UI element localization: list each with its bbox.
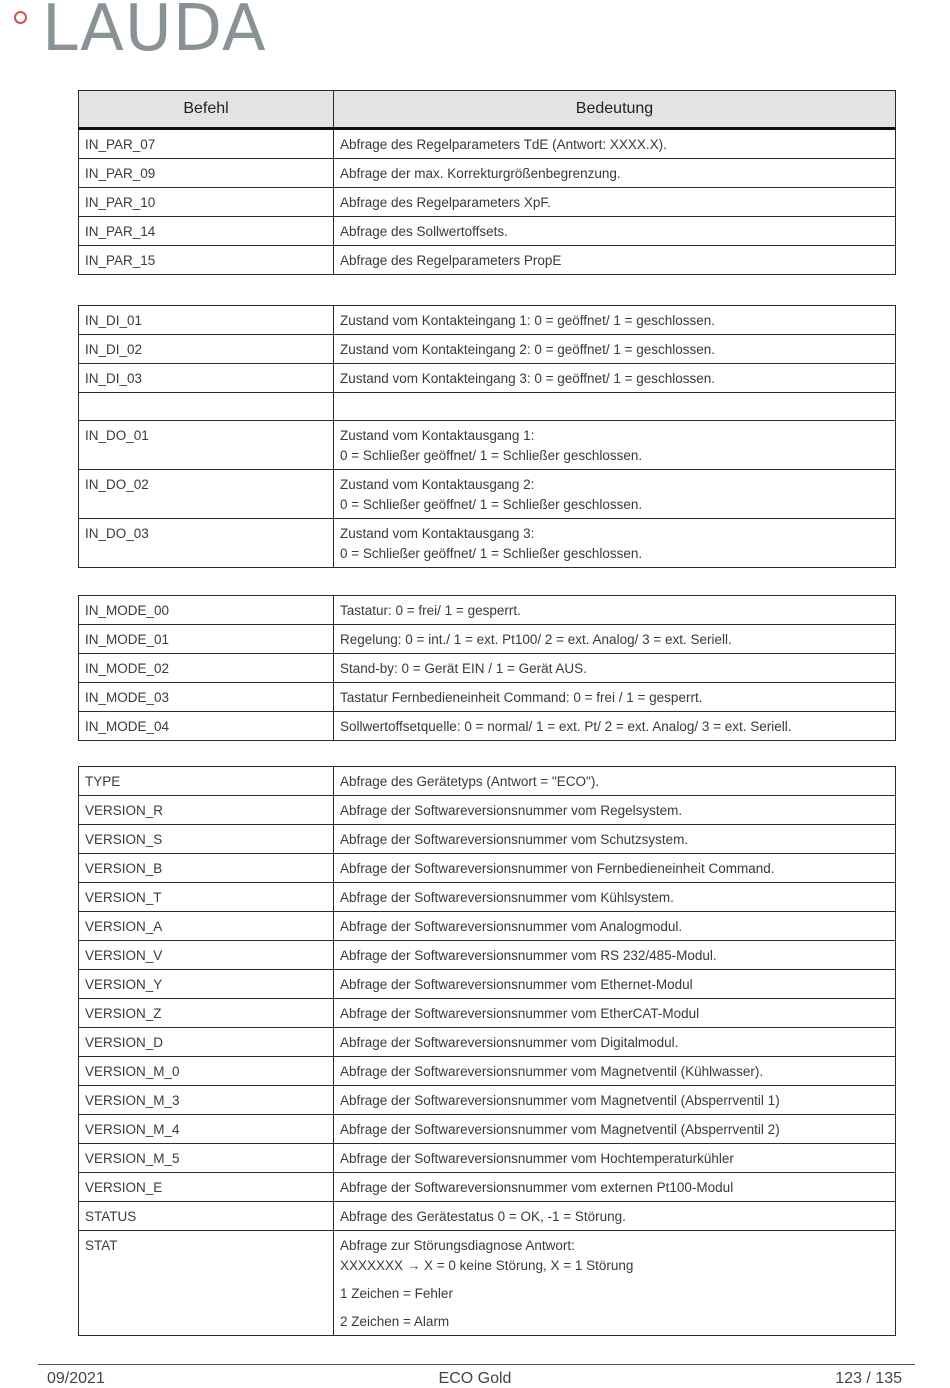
description-line: Abfrage der max. Korrekturgrößenbegrenzung.	[340, 166, 621, 181]
description-cell	[334, 941, 896, 970]
command-cell: VERSION_S	[79, 825, 334, 854]
command-cell: STATUS	[79, 1202, 334, 1231]
command-cell: VERSION_R	[79, 796, 334, 825]
footer-product: ECO Gold	[438, 1370, 512, 1387]
table-row	[79, 767, 896, 796]
description-line: Abfrage der Softwareversionsnummer vom externen Pt100-Modul	[340, 1180, 734, 1195]
footer-page-number: 123 / 135	[835, 1370, 902, 1387]
table-row	[79, 1173, 896, 1202]
table-row	[79, 625, 896, 654]
description-line: Abfrage des Sollwertoffsets.	[340, 224, 508, 239]
command-cell: IN_DI_03	[79, 364, 334, 393]
command-cell: IN_DI_02	[79, 335, 334, 364]
table-row	[79, 393, 896, 421]
description-cell	[334, 1231, 896, 1336]
description-cell	[334, 999, 896, 1028]
description-line: Abfrage der Softwareversionsnummer vom EtherCAT-Modul	[340, 1006, 700, 1021]
command-cell: IN_MODE_04	[79, 712, 334, 741]
description-cell	[334, 364, 896, 393]
description-line: Abfrage der Softwareversionsnummer vom Hochtemperaturkühler	[340, 1151, 734, 1166]
description-line: 1 Zeichen = Fehler	[340, 1286, 453, 1301]
command-cell: VERSION_M_3	[79, 1086, 334, 1115]
logo-text: LAUDA	[42, 0, 267, 66]
description-line: XXXXXXX → X = 0 keine Störung, X = 1 Störung	[340, 1258, 634, 1273]
description-cell	[334, 421, 896, 470]
header-bedeutung: Bedeutung	[334, 91, 896, 129]
description-line: Abfrage des Regelparameters XpF.	[340, 195, 551, 210]
description-cell	[334, 519, 896, 568]
description-line: Abfrage des Gerätestatus 0 = OK, -1 = Störung.	[340, 1209, 626, 1224]
command-cell: VERSION_E	[79, 1173, 334, 1202]
description-cell	[334, 1028, 896, 1057]
command-cell: IN_DO_01	[79, 421, 334, 470]
description-line: Zustand vom Kontakteingang 2: 0 = geöffnet/ 1 = geschlossen.	[340, 342, 716, 357]
description-line: Stand-by: 0 = Gerät EIN / 1 = Gerät AUS.	[340, 661, 587, 676]
command-cell: VERSION_V	[79, 941, 334, 970]
footer-date: 09/2021	[47, 1370, 105, 1387]
table-row	[79, 470, 896, 519]
description-cell	[334, 712, 896, 741]
description-line: Abfrage der Softwareversionsnummer vom Kühlsystem.	[340, 890, 674, 905]
description-line: Abfrage des Gerätetyps (Antwort = "ECO").	[340, 774, 600, 789]
description-cell	[334, 1144, 896, 1173]
description-cell	[334, 1086, 896, 1115]
description-line: 0 = Schließer geöffnet/ 1 = Schließer geschlossen.	[340, 448, 643, 463]
description-cell	[334, 683, 896, 712]
description-cell	[334, 470, 896, 519]
description-line: Abfrage der Softwareversionsnummer vom Schutzsystem.	[340, 832, 689, 847]
command-cell: IN_PAR_09	[79, 159, 334, 188]
command-cell: IN_MODE_03	[79, 683, 334, 712]
description-cell	[334, 654, 896, 683]
description-line: Regelung: 0 = int./ 1 = ext. Pt100/ 2 = ext. Analog/ 3 = ext. Seriell.	[340, 632, 732, 647]
description-cell	[334, 1173, 896, 1202]
table-row	[79, 854, 896, 883]
command-table-4	[78, 766, 896, 1336]
description-cell	[334, 854, 896, 883]
table-row	[79, 1115, 896, 1144]
description-cell	[334, 625, 896, 654]
command-cell: VERSION_A	[79, 912, 334, 941]
command-cell: VERSION_M_0	[79, 1057, 334, 1086]
command-cell: IN_PAR_10	[79, 188, 334, 217]
table-row	[79, 1086, 896, 1115]
description-line: Zustand vom Kontakteingang 1: 0 = geöffnet/ 1 = geschlossen.	[340, 313, 716, 328]
table-row	[79, 1057, 896, 1086]
description-line: Abfrage der Softwareversionsnummer vom Regelsystem.	[340, 803, 683, 818]
command-cell: VERSION_M_5	[79, 1144, 334, 1173]
description-cell	[334, 306, 896, 335]
description-cell	[334, 796, 896, 825]
command-cell: IN_MODE_02	[79, 654, 334, 683]
command-table-3	[78, 595, 896, 741]
table-row	[79, 306, 896, 335]
table-row	[79, 364, 896, 393]
command-cell: VERSION_D	[79, 1028, 334, 1057]
description-line: Abfrage der Softwareversionsnummer vom RS 232/485-Modul.	[340, 948, 717, 963]
description-cell	[334, 217, 896, 246]
description-line: Zustand vom Kontaktausgang 2:	[340, 477, 535, 492]
description-line: Abfrage des Regelparameters PropE	[340, 253, 562, 268]
command-cell: IN_DI_01	[79, 306, 334, 335]
description-line: Tastatur: 0 = frei/ 1 = gesperrt.	[340, 603, 521, 618]
table-row	[79, 654, 896, 683]
description-line: Sollwertoffsetquelle: 0 = normal/ 1 = ext. Pt/ 2 = ext. Analog/ 3 = ext. Seriell.	[340, 719, 792, 734]
description-line: Abfrage der Softwareversionsnummer vom Magnetventil (Absperrventil 1)	[340, 1093, 780, 1108]
description-cell	[334, 883, 896, 912]
command-cell: IN_PAR_07	[79, 129, 334, 159]
description-cell	[334, 335, 896, 364]
table-row	[79, 217, 896, 246]
description-line: Abfrage der Softwareversionsnummer vom Magnetventil (Kühlwasser).	[340, 1064, 764, 1079]
header-befehl: Befehl	[79, 91, 334, 129]
description-line: Tastatur Fernbedieneinheit Command: 0 = frei / 1 = gesperrt.	[340, 690, 703, 705]
description-cell	[334, 393, 896, 421]
command-cell: VERSION_B	[79, 854, 334, 883]
command-cell: IN_DO_03	[79, 519, 334, 568]
table-row	[79, 683, 896, 712]
description-cell	[334, 1115, 896, 1144]
description-cell	[334, 1057, 896, 1086]
description-line: 0 = Schließer geöffnet/ 1 = Schließer geschlossen.	[340, 497, 643, 512]
table-row	[79, 712, 896, 741]
command-table-2	[78, 305, 896, 568]
description-line: Zustand vom Kontakteingang 3: 0 = geöffnet/ 1 = geschlossen.	[340, 371, 716, 386]
description-line: Zustand vom Kontaktausgang 3:	[340, 526, 535, 541]
description-line: 2 Zeichen = Alarm	[340, 1314, 450, 1329]
table-row	[79, 246, 896, 275]
table-row	[79, 1144, 896, 1173]
command-cell: TYPE	[79, 767, 334, 796]
description-cell	[334, 767, 896, 796]
command-cell: IN_MODE_00	[79, 596, 334, 625]
table-row	[79, 912, 896, 941]
description-line: Abfrage der Softwareversionsnummer vom Digitalmodul.	[340, 1035, 679, 1050]
logo-circle-icon	[14, 11, 27, 24]
description-line: Abfrage der Softwareversionsnummer vom Analogmodul.	[340, 919, 683, 934]
description-line: Abfrage der Softwareversionsnummer vom Magnetventil (Absperrventil 2)	[340, 1122, 780, 1137]
command-table-1	[78, 90, 896, 275]
description-line: Abfrage zur Störungsdiagnose Antwort:	[340, 1238, 575, 1253]
table-row	[79, 159, 896, 188]
table-row	[79, 796, 896, 825]
command-cell: STAT	[79, 1231, 334, 1336]
description-cell	[334, 188, 896, 217]
description-line: Abfrage der Softwareversionsnummer von Fernbedieneinheit Command.	[340, 861, 775, 876]
description-cell	[334, 970, 896, 999]
command-cell: VERSION_Y	[79, 970, 334, 999]
table-row	[79, 129, 896, 159]
command-cell: IN_DO_02	[79, 470, 334, 519]
description-cell	[334, 1202, 896, 1231]
command-cell: IN_PAR_14	[79, 217, 334, 246]
table-row	[79, 999, 896, 1028]
description-line: Abfrage der Softwareversionsnummer vom Ethernet-Modul	[340, 977, 693, 992]
table-header-row	[79, 91, 896, 129]
description-cell	[334, 159, 896, 188]
description-cell	[334, 825, 896, 854]
command-cell: IN_MODE_01	[79, 625, 334, 654]
description-cell	[334, 246, 896, 275]
table-row	[79, 970, 896, 999]
table-row	[79, 335, 896, 364]
command-cell: VERSION_Z	[79, 999, 334, 1028]
table-row	[79, 188, 896, 217]
table-row	[79, 941, 896, 970]
table-row	[79, 1202, 896, 1231]
table-row	[79, 596, 896, 625]
table-row	[79, 519, 896, 568]
table-row	[79, 1028, 896, 1057]
description-cell	[334, 912, 896, 941]
command-cell: VERSION_T	[79, 883, 334, 912]
description-cell	[334, 129, 896, 159]
table-row	[79, 1231, 896, 1336]
table-row	[79, 883, 896, 912]
description-line: Zustand vom Kontaktausgang 1:	[340, 428, 535, 443]
command-cell	[79, 393, 334, 421]
table-row	[79, 825, 896, 854]
description-line: Abfrage des Regelparameters TdE (Antwort: XXXX.X).	[340, 137, 667, 152]
footer-divider	[38, 1364, 915, 1365]
command-cell: IN_PAR_15	[79, 246, 334, 275]
command-cell: VERSION_M_4	[79, 1115, 334, 1144]
table-row	[79, 421, 896, 470]
description-cell	[334, 596, 896, 625]
description-line: 0 = Schließer geöffnet/ 1 = Schließer geschlossen.	[340, 546, 643, 561]
